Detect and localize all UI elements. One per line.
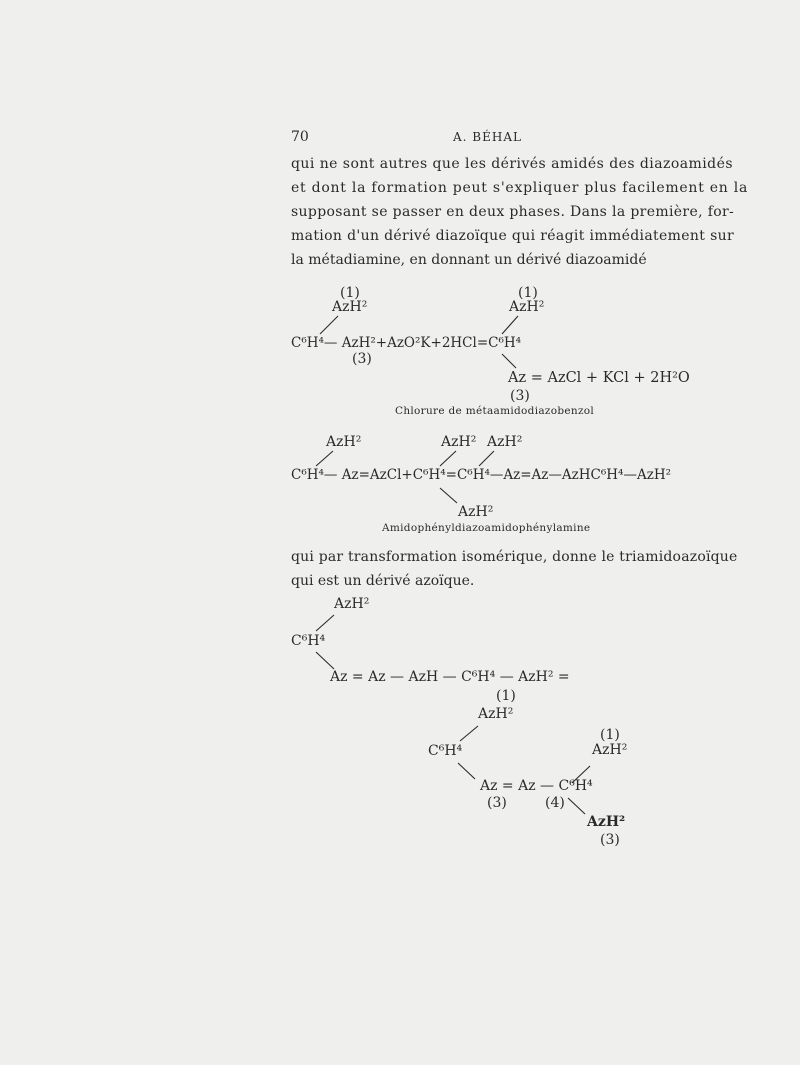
ring-group: C⁶H⁴ [428, 743, 463, 759]
running-title: A. BÉHAL [453, 130, 522, 144]
bond-line [316, 615, 334, 631]
bond-line [440, 451, 456, 466]
reaction-product: Az = Az — C⁶H⁴ [480, 778, 593, 794]
reaction-product: Az = AzCl + KCl + 2H²O [508, 370, 690, 386]
amine-group: AzH² [478, 706, 514, 722]
page-number: 70 [291, 129, 309, 145]
amine-group: AzH² [487, 434, 523, 450]
bond-line [316, 652, 334, 669]
amine-group: AzH² [587, 814, 626, 830]
amine-group: AzH² [509, 299, 545, 315]
text-line: mation d'un dérivé diazoïque qui réagit immédiatement sur [291, 228, 735, 244]
position-label: (3) [600, 832, 620, 848]
text-line: qui ne sont autres que les dérivés amidés des diazoamidés [291, 156, 733, 172]
text-line: et dont la formation peut s'expliquer plus facilement en la [291, 180, 749, 196]
position-label: (1) [518, 285, 538, 301]
bond-line [320, 316, 338, 334]
position-label: (1) [340, 285, 360, 301]
position-label: (1) [496, 688, 516, 704]
text-line: la métadiamine, en donnant un dérivé diazoamidé [291, 252, 647, 268]
ring-group: C⁶H⁴ [291, 633, 326, 649]
bond-line [316, 451, 333, 466]
reaction-equation: C⁶H⁴— AzH²+AzO²K+2HCl=C⁶H⁴ [291, 335, 522, 351]
amine-group: AzH² [592, 742, 628, 758]
bond-line [568, 798, 585, 814]
formula-caption: Amidophényldiazoamidophénylamine [382, 522, 591, 534]
amine-group: AzH² [326, 434, 362, 450]
text-line: qui par transformation isomérique, donne le triamidoazoïque [291, 549, 738, 565]
position-label: (1) [600, 727, 620, 743]
bond-line [479, 451, 494, 466]
text-line: qui est un dérivé azoïque. [291, 573, 475, 589]
amine-group: AzH² [334, 596, 370, 612]
position-label: (3) [487, 795, 507, 811]
position-label: (3) [510, 388, 530, 404]
amine-group: AzH² [441, 434, 477, 450]
text-line: supposant se passer en deux phases. Dans la première, for- [291, 204, 735, 220]
amine-group: AzH² [458, 504, 494, 520]
amine-group: AzH² [332, 299, 368, 315]
formula-caption: Chlorure de métaamidodiazobenzol [395, 405, 595, 417]
position-label: (3) [352, 351, 372, 367]
reaction-chain: Az = Az — AzH — C⁶H⁴ — AzH² = [330, 669, 570, 685]
bond-line [460, 726, 478, 741]
bond-line [502, 316, 518, 334]
bond-line [440, 488, 457, 503]
bond-line [502, 354, 516, 368]
paragraph-2 [291, 545, 738, 593]
position-label: (4) [545, 795, 565, 811]
reaction-equation: C⁶H⁴— Az=AzCl+C⁶H⁴=C⁶H⁴—Az=Az—AzHC⁶H⁴—AzH² [291, 467, 672, 483]
bond-line [458, 763, 475, 779]
